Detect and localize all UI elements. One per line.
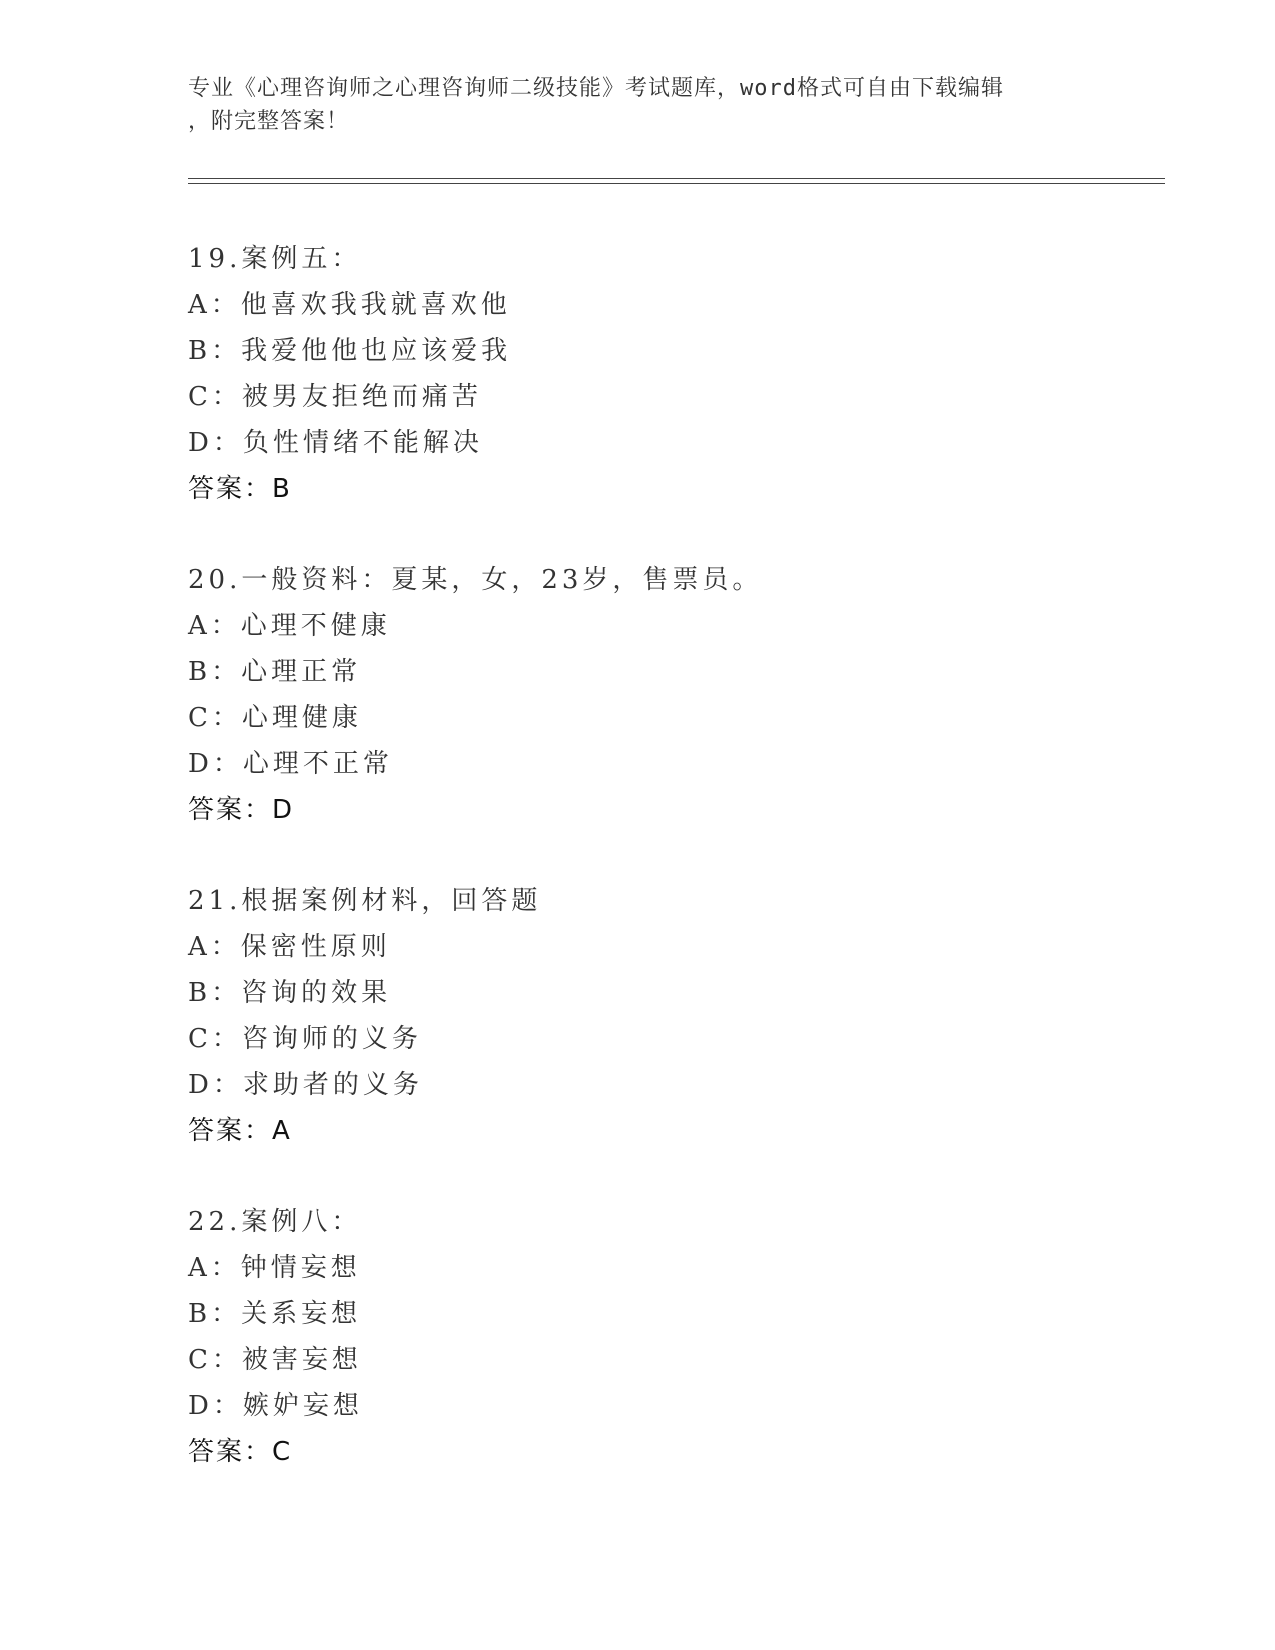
option-a: A：他喜欢我我就喜欢他 [188, 290, 511, 320]
question-title: 19.案例五： [188, 244, 362, 274]
header-line-2: ，附完整答案！ [188, 109, 350, 134]
header-line-1: 专业《心理咨询师之心理咨询师二级技能》考试题库，word格式可自由下载编辑 [188, 76, 1004, 101]
header-divider-bottom [188, 183, 1165, 184]
option-c: C：被害妄想 [188, 1345, 362, 1375]
document-header [188, 72, 1088, 138]
option-d: D：心理不正常 [188, 749, 393, 779]
question-19 [188, 236, 1088, 512]
header-divider-top [188, 178, 1165, 179]
option-c: C：咨询师的义务 [188, 1024, 422, 1054]
option-d: D：负性情绪不能解决 [188, 428, 483, 458]
option-a: A：保密性原则 [188, 932, 391, 962]
question-title: 21.根据案例材料，回答题 [188, 886, 542, 916]
option-a: A：心理不健康 [188, 611, 391, 641]
answer-line: 答案：C [188, 1437, 293, 1467]
option-b: B：心理正常 [188, 657, 362, 687]
option-b: B：咨询的效果 [188, 978, 392, 1008]
question-title: 22.案例八： [188, 1207, 362, 1237]
question-22 [188, 1199, 1088, 1475]
option-c: C：被男友拒绝而痛苦 [188, 382, 482, 412]
answer-line: 答案：B [188, 474, 292, 504]
option-a: A：钟情妄想 [188, 1253, 361, 1283]
option-b: B：关系妄想 [188, 1299, 362, 1329]
option-c: C：心理健康 [188, 703, 362, 733]
question-21 [188, 878, 1088, 1154]
option-b: B：我爱他他也应该爱我 [188, 336, 512, 366]
question-title: 20.一般资料：夏某，女，23岁，售票员。 [188, 565, 763, 595]
answer-line: 答案：A [188, 1116, 292, 1146]
option-d: D：求助者的义务 [188, 1070, 423, 1100]
option-d: D：嫉妒妄想 [188, 1391, 363, 1421]
answer-line: 答案：D [188, 795, 295, 825]
question-20 [188, 557, 1088, 833]
